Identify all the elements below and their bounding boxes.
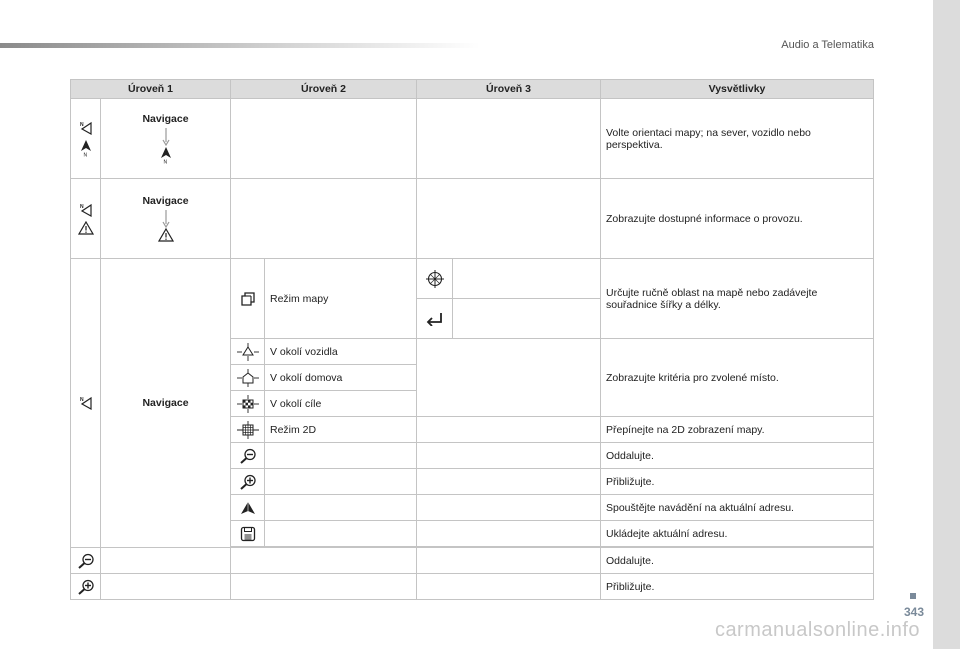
map-orientation-icon[interactable] bbox=[79, 203, 93, 217]
table-row bbox=[71, 574, 874, 600]
explanation-cell: Spouštějte navádění na aktuální adresu. bbox=[601, 495, 874, 521]
explanation-cell: Volte orientaci mapy; na sever, vozidlo nebo perspektiva. bbox=[601, 99, 874, 179]
header-decoration-bar bbox=[0, 43, 480, 48]
level1-label-cell bbox=[101, 179, 231, 259]
level2-label: V okolí vozidla bbox=[265, 339, 417, 365]
north-up-arrow-icon[interactable] bbox=[80, 139, 92, 157]
explanation-cell: Ukládejte aktuální adresu. bbox=[601, 521, 874, 547]
header-title: Audio a Telematika bbox=[781, 39, 874, 51]
table-row bbox=[71, 179, 874, 259]
level1-icon-cell bbox=[71, 259, 101, 548]
svg-text:N: N bbox=[79, 397, 84, 403]
return-arrow-icon[interactable] bbox=[426, 312, 444, 326]
level2-label: Režim mapy bbox=[265, 259, 417, 339]
table-row bbox=[71, 259, 874, 299]
map-2d-mode-icon[interactable] bbox=[237, 421, 259, 439]
start-navigation-icon[interactable] bbox=[240, 501, 256, 515]
poi-near-destination-icon[interactable] bbox=[237, 395, 259, 413]
svg-text:N: N bbox=[83, 152, 87, 157]
map-mode-icon[interactable] bbox=[240, 291, 256, 307]
zoom-in-icon[interactable] bbox=[239, 474, 257, 490]
sidebar-strip bbox=[933, 0, 960, 649]
crosshair-grid-icon[interactable] bbox=[425, 269, 445, 289]
svg-text:N: N bbox=[79, 203, 84, 210]
zoom-out-icon[interactable] bbox=[239, 448, 257, 464]
explanation-cell: Zobrazujte kritéria pro zvolené místo. bbox=[601, 339, 874, 417]
svg-text:N: N bbox=[79, 121, 84, 128]
svg-text:N: N bbox=[163, 159, 167, 164]
explanation-cell: Přibližujte. bbox=[601, 574, 874, 600]
warning-triangle-icon[interactable] bbox=[78, 221, 94, 235]
header-level-3: Úroveň 3 bbox=[417, 80, 601, 99]
page-number: 343 bbox=[903, 605, 924, 619]
level2-label: V okolí domova bbox=[265, 365, 417, 391]
table-row bbox=[71, 548, 874, 574]
poi-near-vehicle-icon[interactable] bbox=[237, 343, 259, 361]
level1-label: Navigace bbox=[142, 195, 189, 207]
level1-icon-cell bbox=[71, 179, 101, 259]
arrow-down-icon bbox=[162, 128, 170, 146]
explanation-cell: Zobrazujte dostupné informace o provozu. bbox=[601, 179, 874, 259]
level1-label-cell bbox=[101, 259, 231, 548]
zoom-out-icon[interactable] bbox=[77, 553, 95, 569]
level2-label: Režim 2D bbox=[265, 417, 417, 443]
explanation-cell: Oddalujte. bbox=[601, 443, 874, 469]
zoom-in-icon[interactable] bbox=[77, 579, 95, 595]
header-level-1: Úroveň 1 bbox=[71, 80, 231, 99]
header-level-2: Úroveň 2 bbox=[231, 80, 417, 99]
table-row bbox=[71, 99, 874, 179]
explanation-cell: Přibližujte. bbox=[601, 469, 874, 495]
level1-label-cell bbox=[101, 99, 231, 179]
map-orientation-icon[interactable] bbox=[79, 396, 93, 410]
poi-near-home-icon[interactable] bbox=[237, 369, 259, 387]
explanation-cell: Určujte ručně oblast na mapě nebo zadávejte souřadnice šířky a délky. bbox=[601, 259, 874, 339]
explanation-cell: Přepínejte na 2D zobrazení mapy. bbox=[601, 417, 874, 443]
level1-label: Navigace bbox=[142, 113, 189, 125]
table-header-row bbox=[71, 80, 874, 99]
north-up-arrow-icon[interactable] bbox=[160, 146, 172, 164]
warning-triangle-icon[interactable] bbox=[158, 228, 174, 242]
header-explanations: Vysvětlivky bbox=[601, 80, 874, 99]
explanation-cell: Oddalujte. bbox=[601, 548, 874, 574]
watermark: carmanualsonline.info bbox=[714, 619, 920, 641]
save-disk-icon[interactable] bbox=[240, 526, 256, 542]
level2-label: V okolí cíle bbox=[265, 391, 417, 417]
arrow-down-icon bbox=[162, 210, 170, 228]
level1-icon-cell bbox=[71, 99, 101, 179]
page-marker bbox=[910, 593, 916, 599]
navigation-menu-table bbox=[70, 79, 874, 600]
level1-label: Navigace bbox=[142, 397, 189, 409]
map-orientation-icon[interactable] bbox=[79, 121, 93, 135]
